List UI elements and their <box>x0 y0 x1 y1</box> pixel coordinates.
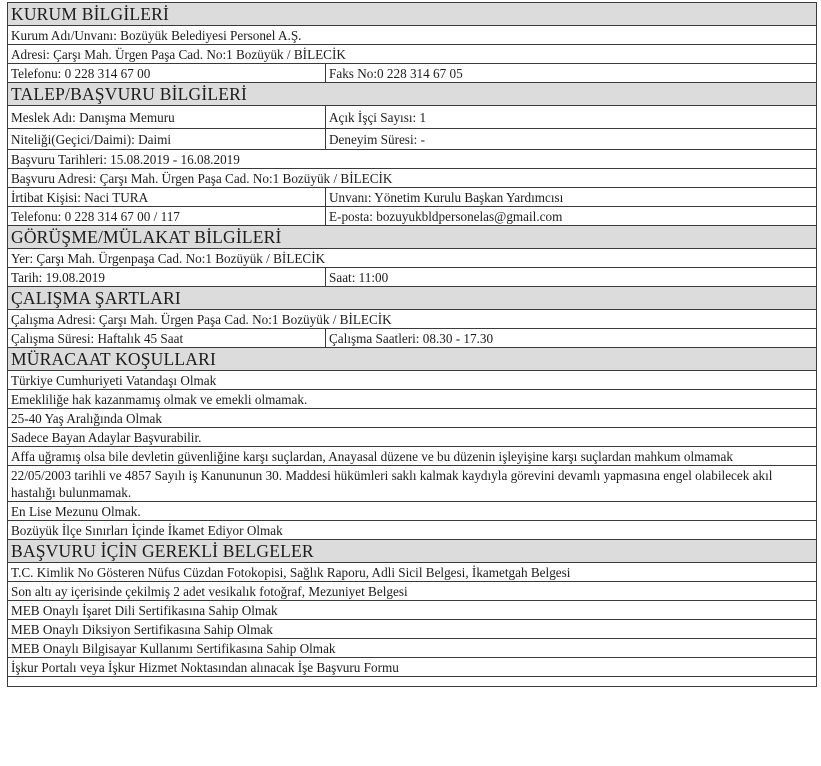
kurum-adres-row <box>7 45 817 64</box>
gorusme-saat: Saat: 11:00 <box>329 270 389 285</box>
calisma-adresi: Çalışma Adresi: Çarşı Mah. Ürgen Paşa Cad. No:1 Bozüyük / BİLECİK <box>11 312 392 327</box>
empty-cell <box>8 677 816 686</box>
belge-text: Son altı ay içerisinde çekilmiş 2 adet vesikalık fotoğraf, Mezuniyet Belgesi <box>11 584 408 599</box>
kurum-adi-row <box>7 26 817 45</box>
section-title: BAŞVURU İÇİN GEREKLİ BELGELER <box>11 541 314 561</box>
niteligi: Niteliği(Geçici/Daimi): Daimi <box>8 129 326 149</box>
list-item <box>7 447 817 466</box>
list-item <box>7 371 817 390</box>
belge-text: İşkur Portalı veya İşkur Hizmet Noktasından alınacak İşe Başvuru Formu <box>11 660 399 675</box>
nitelik-row <box>7 129 817 150</box>
kosul-text: 25-40 Yaş Aralığında Olmak <box>11 411 162 426</box>
belge-text: MEB Onaylı Diksiyon Sertifikasına Sahip Olmak <box>11 622 273 637</box>
talep-iletisim-row <box>7 207 817 226</box>
kosul-text: Bozüyük İlçe Sınırları İçinde İkamet Ediyor Olmak <box>11 523 283 538</box>
list-item <box>7 502 817 521</box>
kurum-faks: Faks No:0 228 314 67 05 <box>329 66 463 81</box>
kurum-adi: Kurum Adı/Unvanı: Bozüyük Belediyesi Personel A.Ş. <box>11 28 302 43</box>
basvuru-tarihleri: Başvuru Tarihleri: 15.08.2019 - 16.08.2019 <box>11 152 240 167</box>
basvuru-adresi: Başvuru Adresi: Çarşı Mah. Ürgen Paşa Cad. No:1 Bozüyük / BİLECİK <box>11 171 393 186</box>
kurum-telefon: Telefonu: 0 228 314 67 00 <box>8 64 326 82</box>
list-item <box>7 563 817 582</box>
calisma-saatleri: Çalışma Saatleri: 08.30 - 17.30 <box>329 331 494 346</box>
gorusme-yer-row <box>7 249 817 268</box>
belge-text: T.C. Kimlik No Gösteren Nüfus Cüzdan Fotokopisi, Sağlık Raporu, Adli Sicil Belgesi, İkametgah Belgesi <box>11 565 571 580</box>
section-header-gorusme <box>7 226 817 249</box>
section-header-calisma <box>7 287 817 310</box>
kosul-text: En Lise Mezunu Olmak. <box>11 504 141 519</box>
calisma-zaman-row <box>7 329 817 348</box>
kosul-text: Sadece Bayan Adaylar Başvurabilir. <box>11 430 202 445</box>
list-item <box>7 582 817 601</box>
irtibat-kisisi: İrtibat Kişisi: Naci TURA <box>8 188 326 206</box>
list-item <box>7 601 817 620</box>
section-title: KURUM BİLGİLERİ <box>11 4 170 24</box>
basvuru-adresi-row <box>7 169 817 188</box>
talep-eposta: E-posta: bozuyukbldpersonelas@gmail.com <box>329 209 563 224</box>
talep-telefon: Telefonu: 0 228 314 67 00 / 117 <box>8 207 326 225</box>
list-item-empty <box>7 677 817 687</box>
belge-text: MEB Onaylı Bilgisayar Kullanımı Sertifikasına Sahip Olmak <box>11 641 336 656</box>
meslek-adi: Meslek Adı: Danışma Memuru <box>8 106 326 128</box>
list-item <box>7 658 817 677</box>
kosul-text: Emekliliğe hak kazanmamış olmak ve emekli olmamak. <box>11 392 308 407</box>
list-item <box>7 620 817 639</box>
section-header-muracaat <box>7 348 817 371</box>
basvuru-tarihleri-row <box>7 150 817 169</box>
belge-text: MEB Onaylı İşaret Dili Sertifikasına Sahip Olmak <box>11 603 278 618</box>
list-item <box>7 390 817 409</box>
section-header-talep <box>7 83 817 106</box>
kosul-text: 22/05/2003 tarihli ve 4857 Sayılı iş Kanununun 30. Maddesi hükümleri saklı kalmak kaydıyla görevini devamlı yapmasına engel olabilecek akıl hastalığı bulunmamak. <box>11 468 773 500</box>
section-header-kurum <box>7 2 817 26</box>
list-item <box>7 428 817 447</box>
meslek-row <box>7 106 817 129</box>
section-title: MÜRACAAT KOŞULLARI <box>11 349 217 369</box>
list-item <box>7 466 817 502</box>
section-title: ÇALIŞMA ŞARTLARI <box>11 288 181 308</box>
section-title: GÖRÜŞME/MÜLAKAT BİLGİLERİ <box>11 227 282 247</box>
calisma-suresi: Çalışma Süresi: Haftalık 45 Saat <box>8 329 326 347</box>
irtibat-row <box>7 188 817 207</box>
deneyim-suresi: Deneyim Süresi: - <box>329 132 425 147</box>
job-posting-form <box>7 2 817 687</box>
gorusme-zaman-row <box>7 268 817 287</box>
kurum-iletisim-row <box>7 64 817 83</box>
section-title: TALEP/BAŞVURU BİLGİLERİ <box>11 84 248 104</box>
gorusme-yer: Yer: Çarşı Mah. Ürgenpaşa Cad. No:1 Bozüyük / BİLECİK <box>11 251 326 266</box>
list-item <box>7 639 817 658</box>
kosul-text: Affa uğramış olsa bile devletin güvenliğine karşı suçlardan, Anayasal düzene ve bu düzenin işleyişine karşı suçlardan mahkum olmamak <box>11 449 733 464</box>
irtibat-unvani: Unvanı: Yönetim Kurulu Başkan Yardımcısı <box>329 190 564 205</box>
section-header-belgeler <box>7 540 817 563</box>
list-item <box>7 521 817 540</box>
kosul-text: Türkiye Cumhuriyeti Vatandaşı Olmak <box>11 373 217 388</box>
acik-isci-sayisi: Açık İşçi Sayısı: 1 <box>329 110 427 125</box>
kurum-adres: Adresi: Çarşı Mah. Ürgen Paşa Cad. No:1 Bozüyük / BİLECİK <box>11 47 346 62</box>
list-item <box>7 409 817 428</box>
calisma-adresi-row <box>7 310 817 329</box>
gorusme-tarih: Tarih: 19.08.2019 <box>8 268 326 286</box>
